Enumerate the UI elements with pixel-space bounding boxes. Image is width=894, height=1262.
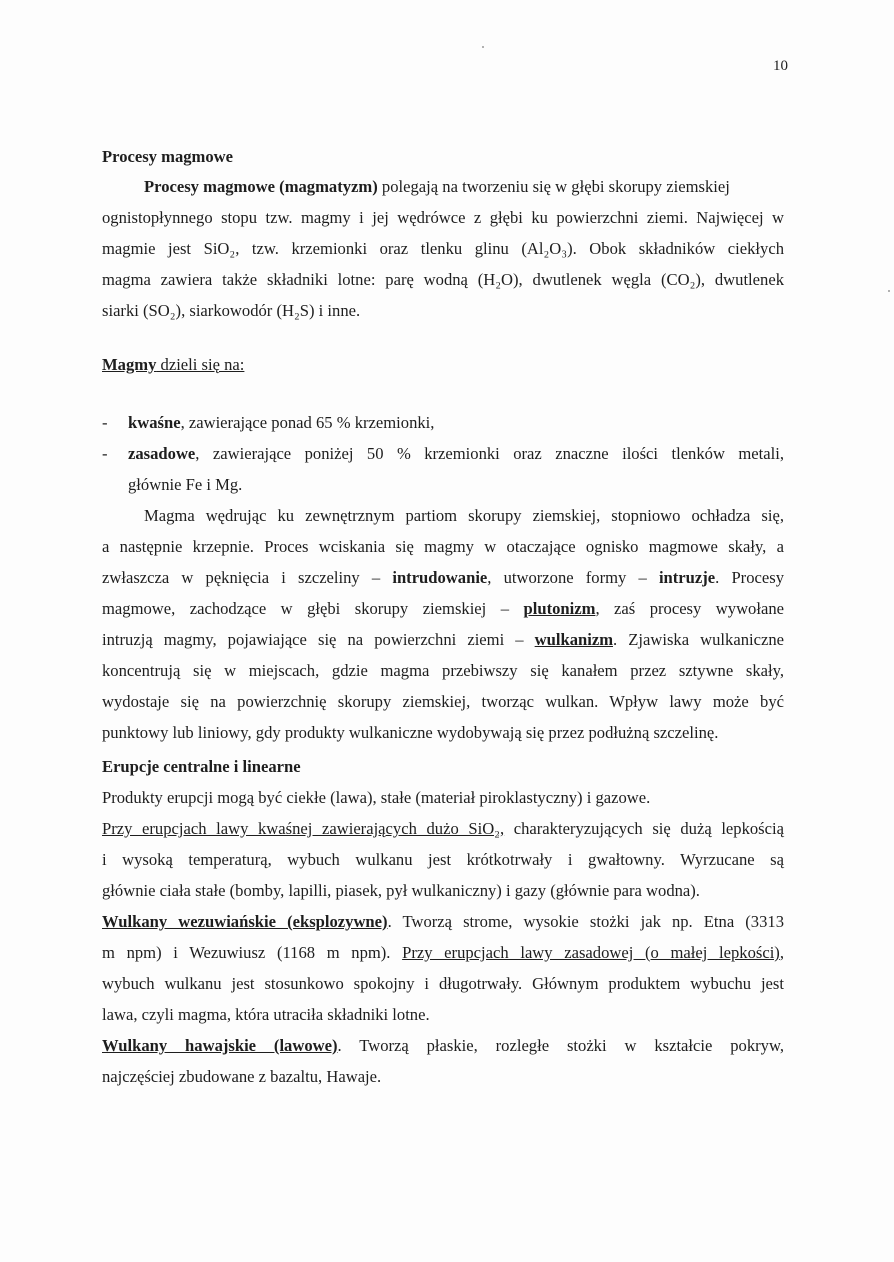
scan-speck (482, 46, 484, 48)
paragraph-line: a następnie krzepnie. Proces wciskania się magmy w otaczające ognisko magmowe skały, a (102, 537, 784, 556)
section-heading: Procesy magmowe (102, 147, 234, 166)
paragraph-line: Przy erupcjach lawy kwaśnej zawierających dużo SiO₂, charakteryzujących się dużą lepkością (102, 819, 784, 838)
paragraph-line: Procesy magmowe (magmatyzm) polegają na tworzeniu się w głębi skorupy ziemskiej (144, 177, 730, 196)
subheading: Magmy dzieli się na: (102, 355, 245, 374)
page-number: 10 (773, 58, 788, 74)
paragraph-line: wybuch wulkanu jest stosunkowo spokojny i długotrwały. Głównym produktem wybuchu jest (102, 974, 784, 993)
paragraph-line: lawa, czyli magma, która utraciła składniki lotne. (102, 1005, 430, 1024)
paragraph-line: Magma wędrując ku zewnętrznym partiom skorupy ziemskiej, stopniowo ochładza się, (144, 506, 784, 525)
paragraph-line: punktowy lub liniowy, gdy produkty wulkaniczne wydobywają się przez podłużną szczelinę. (102, 723, 719, 742)
paragraph-line: siarki (SO₂), siarkowodór (H₂S) i inne. (102, 301, 361, 320)
scan-speck (888, 290, 890, 292)
paragraph-line: koncentrują się w miejscach, gdzie magma przebiwszy się kanałem przez sztywne skały, (102, 661, 784, 680)
paragraph-line: Produkty erupcji mogą być ciekłe (lawa), stałe (materiał piroklastyczny) i gazowe. (102, 788, 651, 807)
paragraph-line: wydostaje się na powierzchnię skorupy ziemskiej, tworząc wulkan. Wpływ lawy może być (102, 692, 784, 711)
paragraph-line: magmie jest SiO₂, tzw. krzemionki oraz tlenku glinu (Al₂O₃). Obok składników ciekłych (102, 239, 784, 258)
list-bullet: - (102, 413, 108, 432)
list-item: kwaśne, zawierające ponad 65 % krzemionki, (128, 413, 435, 432)
list-item-continuation: głównie Fe i Mg. (128, 475, 243, 494)
paragraph-line: magmowe, zachodzące w głębi skorupy ziemskiej – plutonizm, zaś procesy wywołane (102, 599, 784, 618)
paragraph-line: Wulkany hawajskie (lawowe). Tworzą płaskie, rozległe stożki w kształcie pokryw, (102, 1036, 785, 1055)
list-item: zasadowe, zawierające poniżej 50 % krzemionki oraz znaczne ilości tlenków metali, (128, 444, 784, 463)
paragraph-line: ognistopłynnego stopu tzw. magmy i jej wędrówce z głębi ku powierzchni ziemi. Najwięcej w (102, 208, 784, 227)
section-heading: Erupcje centralne i linearne (102, 757, 301, 776)
paragraph-line: najczęściej zbudowane z bazaltu, Hawaje. (102, 1067, 382, 1086)
paragraph-line: głównie ciała stałe (bomby, lapilli, piasek, pył wulkaniczny) i gazy (głównie para wodna). (102, 881, 700, 900)
list-bullet: - (102, 444, 108, 463)
paragraph-line: Wulkany wezuwiańskie (eksplozywne). Tworzą strome, wysokie stożki jak np. Etna (3313 (102, 912, 784, 931)
paragraph-line: m npm) i Wezuwiusz (1168 m npm). Przy erupcjach lawy zasadowej (o małej lepkości), (102, 943, 784, 962)
paragraph-line: i wysoką temperaturą, wybuch wulkanu jest krótkotrwały i gwałtowny. Wyrzucane są (102, 850, 784, 869)
paragraph-line: magma zawiera także składniki lotne: parę wodną (H₂O), dwutlenek węgla (CO₂), dwutlenek (102, 270, 784, 289)
paragraph-line: intruzją magmy, pojawiające się na powierzchni ziemi – wulkanizm. Zjawiska wulkaniczne (102, 630, 784, 649)
paragraph-line: zwłaszcza w pęknięcia i szczeliny – intrudowanie, utworzone formy – intruzje. Procesy (102, 568, 784, 587)
